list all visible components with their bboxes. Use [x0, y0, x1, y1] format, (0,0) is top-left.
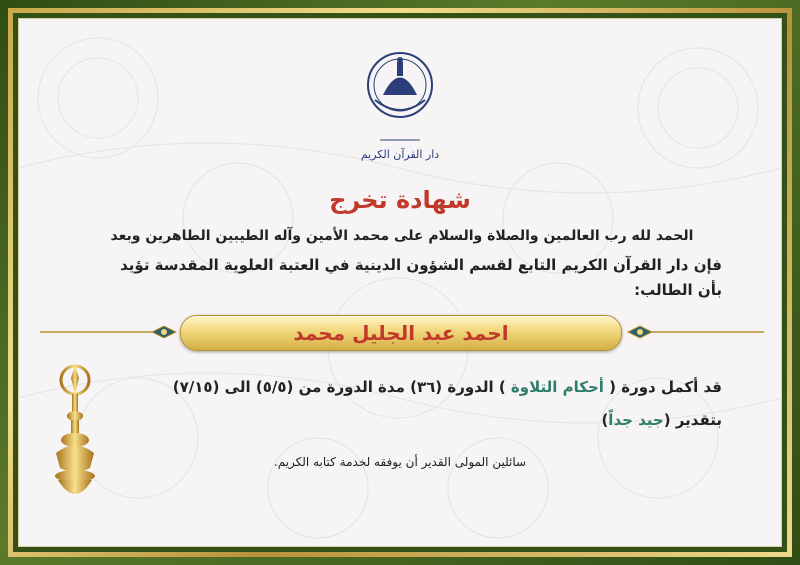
holy-shrine-logo: [355, 40, 445, 170]
closing-text: سائلين المولى القدير أن يوفقه لخدمة كتابه الكريم.: [273, 455, 527, 469]
floral-ornament-right: [624, 323, 764, 341]
logo-text: دار القرآن الكريم: [360, 148, 440, 161]
grade-suffix: ): [601, 411, 609, 429]
course-name: أحكام التلاوة: [510, 378, 604, 396]
floral-ornament-left: [40, 323, 180, 341]
student-name: احمد عبد الجليل محمد: [293, 321, 509, 345]
grade-prefix: بتقدير (: [663, 411, 722, 429]
intro-line-2: بأن الطالب:: [634, 281, 722, 299]
grade-value: جيد جداً: [608, 411, 664, 429]
certificate-paper: [18, 18, 782, 547]
course-suffix: ) الدورة (٣٦) مدة الدورة من (٥/٥) الى (٧/١٥): [172, 378, 506, 396]
opening-text: الحمد لله رب العالمين والصلاة والسلام على محمد الأمين وآله الطيبين الطاهرين وبعد: [110, 228, 694, 244]
certificate-title: شهادة تخرج: [329, 186, 471, 214]
intro-line-1: فإن دار القرآن الكريم التابع لقسم الشؤون الدينية في العتبة العلوية المقدسة تؤيد: [120, 256, 722, 274]
student-name-banner: [180, 315, 622, 351]
course-details: [62, 378, 722, 396]
grade-line: [62, 411, 722, 429]
course-prefix: قد أكمل دورة (: [609, 378, 722, 396]
